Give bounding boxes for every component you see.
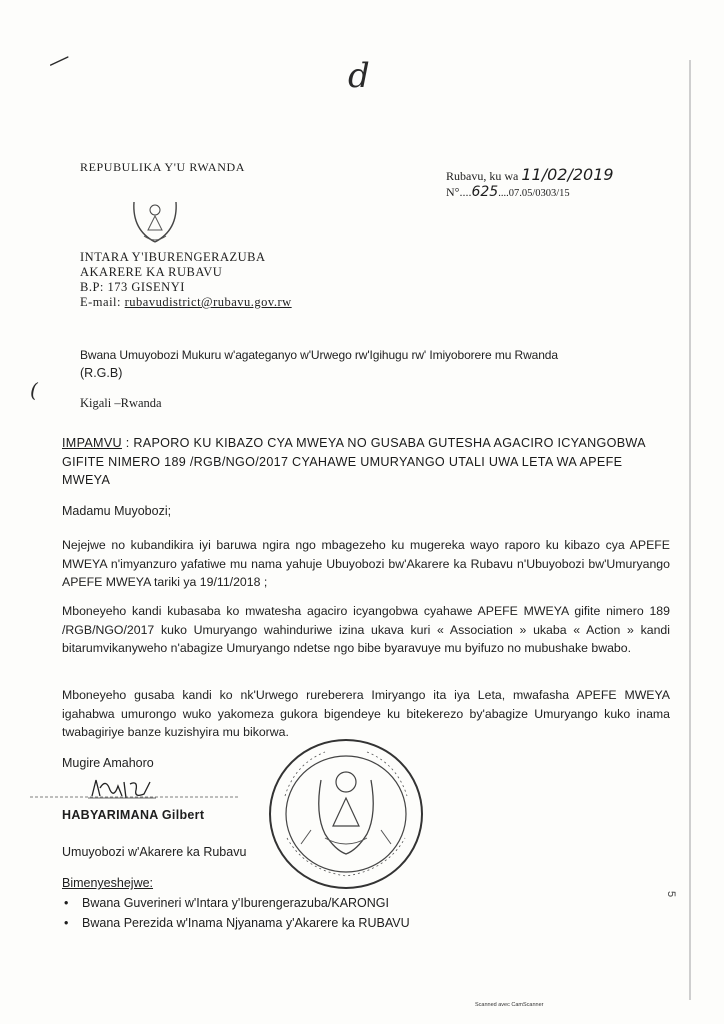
- copies-heading: Bimenyeshejwe:: [62, 876, 154, 890]
- paragraph-2: Mboneyeho kandi kubasaba ko mwatesha agaciro icyangobwa cyahawe APEFE MWEYA gifite nimero 189 /RGB/NGO/2017 kuko Umuryango wahinduriwe izina ukava kuri « Association » ukaba « Action » kandi bitarumvikanyweho n'abagize Umuryango ndetse ngo bibe byaravuye mu byifuzo no mubushake bwabo.: [62, 604, 670, 655]
- official-seal-icon: [265, 734, 427, 894]
- handwritten-date: 11/02/2019: [521, 165, 614, 184]
- copy-recipient-2: • Bwana Perezida w'Inama Njyanama y'Akarere ka RUBAVU: [82, 916, 410, 930]
- sender-email: [80, 295, 292, 310]
- date-prefix: Rubavu, ku wa: [446, 169, 519, 183]
- signature-rule: [30, 794, 240, 800]
- date-line: [446, 165, 614, 184]
- ref-prefix: N°....: [446, 185, 472, 199]
- sender-district: AKARERE KA RUBAVU: [80, 265, 223, 279]
- handwritten-ref: 625: [471, 184, 499, 200]
- side-page-mark: 5: [665, 890, 678, 898]
- paragraph-3: Mboneyeho gusaba kandi ko nk'Urwego rureberera Imiryango ita iya Leta, mwafasha APEFE MWEYA igahabwa umurongo wuko yakomeza gukora bigendeye ku bitekerezo by'abagize Umuryango kuko inama twabagiriye banze kuzishyira mu bikorwa.: [62, 688, 670, 739]
- subject-text: : RAPORO KU KIBAZO CYA MWEYA NO GUSABA GUTESHA AGACIRO ICYANGOBWA GIFITE NIMERO 189 /RGB/NGO/2017 CYAHAWE UMURYANGO UTALI UWA LETA WA APEFE MWEYA: [62, 436, 646, 487]
- ref-suffix: ....07.05/0303/15: [498, 188, 570, 199]
- sender-po-box: B.P: 173 GISENYI: [80, 280, 185, 294]
- left-paren-mark: (: [30, 378, 38, 402]
- scanner-footer: Scanned avec CamScanner: [475, 1002, 544, 1008]
- sender-province: INTARA Y'IBURENGERAZUBA: [80, 250, 266, 264]
- signatory-title: Umuyobozi w'Akarere ka Rubavu: [62, 845, 247, 859]
- email-label: E-mail:: [80, 295, 121, 309]
- republic-heading: REPUBULIKA Y'U RWANDA: [80, 160, 245, 174]
- top-letter-mark: d: [348, 56, 370, 96]
- scan-edge-line: [689, 60, 691, 1000]
- recipient-city: Kigali –Rwanda: [80, 396, 162, 410]
- email-link[interactable]: rubavudistrict@rubavu.gov.rw: [124, 295, 292, 309]
- top-dash-mark: —: [43, 44, 75, 77]
- recipient-line-2: (R.G.B): [80, 366, 123, 380]
- subject-label: IMPAMVU: [62, 436, 122, 450]
- subject-block: [62, 434, 672, 490]
- recipient-line-1: Bwana Umuyobozi Mukuru w'agateganyo w'Urwego rw'Igihugu rw' Imiyoborere mu Rwanda: [80, 348, 558, 362]
- paragraph-1: Nejejwe no kubandikira iyi baruwa ngira ngo mbagezeho ku mugereka wayo raporo ku kibazo cya APEFE MWEYA n'imyanzuro yafatiwe mu nama yahuje Ubuyobozi bw'Akarere ka Rubavu n'Ubuyobozi bw'Umuryango APEFE MWEYA tariki ya 19/11/2018 ;: [62, 538, 670, 589]
- closing: Mugire Amahoro: [62, 756, 154, 770]
- reference-line: [446, 184, 570, 200]
- coat-of-arms-icon: [128, 196, 182, 248]
- copy-recipient-1: • Bwana Guverineri w'Intara y'Iburengerazuba/KARONGI: [82, 896, 389, 910]
- salutation: Madamu Muyobozi;: [62, 504, 172, 518]
- signatory-name: HABYARIMANA Gilbert: [62, 808, 205, 822]
